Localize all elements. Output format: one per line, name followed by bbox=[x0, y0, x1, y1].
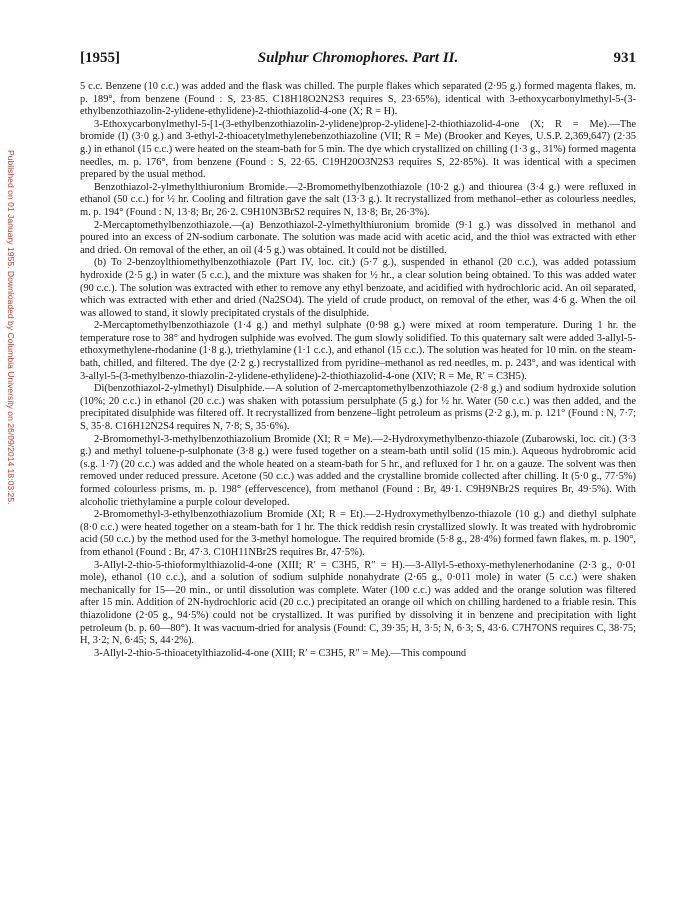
paragraph: 2-Mercaptomethylbenzothiazole.—(a) Benzothiazol-2-ylmethylthiuronium bromide (9·1 g.) was dissolved in methanol and poured into an excess of 2N-sodium carbonate. The solution was made acid with acetic acid, and the thiol was extracted with ether and dried. On removal of the ether, an oil (4·5 g.) was obtained. It could not be distilled. bbox=[80, 219, 636, 256]
paragraph: 2-Bromomethyl-3-methylbenzothiazolium Bromide (XI; R = Me).—2-Hydroxymethylbenzo-thiazole (Zubarowski, loc. cit.) (3·3 g.) and methyl toluene-p-sulphonate (3·8 g.) were fused together on a steam-bath until solid (15 min.). Aqueous hydrobromic acid (s.g. 1·7) (20 c.c.) was added and the whole heated on a steam-bath for 5 hr., and refluxed for 1 hr. on a gauze. The solvent was then removed under reduced pressure. Acetone (50 c.c.) was added and the crystalline bromide collected after chilling. It (5·0 g., 77·5%) formed colourless prisms, m. p. 198° (effervescence), from methanol (Found : Br, 49·1. C9H9NBr2S requires Br, 49·5%). With alcoholic triethylamine a purple colour developed. bbox=[80, 433, 636, 508]
margin-note-text: Published on 01 January 1955. Downloaded by Columbia University on 26/09/2014 18:03:25. bbox=[6, 150, 16, 505]
page-number: 931 bbox=[613, 50, 636, 66]
header-year: [1955] bbox=[80, 50, 120, 66]
page-header bbox=[80, 50, 636, 74]
margin-note bbox=[2, 150, 16, 650]
paragraph: Di(benzothiazol-2-ylmethyl) Disulphide.—A solution of 2-mercaptomethylbenzothiazole (2·8 g.) and sodium hydroxide solution (10%; 20 c.c.) in ethanol (20 c.c.) was shaken with potassium persulphate (5 g.) for ½ hr. Water (50 c.c.) was then added, and the precipitated disulphide was filtered off. It recrystallized from benzene–light petroleum as prisms (2·2 g.), m. p. 121° (Found : N, 7·7; S, 35·8. C16H12N2S4 requires N, 7·8; S, 35·6%). bbox=[80, 383, 636, 433]
running-title: Sulphur Chromophores. Part II. bbox=[257, 50, 459, 66]
paragraph: 3-Allyl-2-thio-5-thioacetylthiazolid-4-one (XIII; R′ = C3H5, R″ = Me).—This compound bbox=[94, 647, 467, 659]
paragraph: (b) To 2-benzoylthiomethylbenzothiazole (Part IV, loc. cit.) (5·7 g.), suspended in ethanol (20 c.c.), was added potassium hydroxide (2·5 g.) in water (5 c.c.), and the mixture was shaken for ½ hr., a clear solution being obtained. To this was added water (90 c.c.). The solution was extracted with ether to remove any ethyl benzoate, and acidified with hydrochloric acid. An oil separated, which was extracted with ether and dried (Na2SO4). The yield of crude product, on removal of the ether, was 4·6 g. When the oil was allowed to stand, it slowly precipitated crystals of the disulphide. bbox=[80, 257, 636, 319]
paragraph: 3-Allyl-2-thio-5-thioformylthiazolid-4-one (XIII; R′ = C3H5, R″ = H).—3-Allyl-5-ethoxy-methylenerhodanine (2·3 g., 0·01 mole), ethanol (10 c.c.), and a solution of sodium sulphide nonahydrate (2·65 g., 0·011 mole) in water (5 c.c.) were shaken mechanically for 15—20 min., or until dissolution was complete. Water (100 c.c.) was added and the orange solution was filtered after 15 min. Addition of 2N-hydrochloric acid (20 c.c.) precipitated an orange oil which on chilling hardened to a friable resin. This thiazolidone (2·05 g., 94·5%) could not be crystallized. It was purified by dissolving it in benzene and precipitation with light petroleum (b. p. 60—80°). It was vacuum-dried for analysis (Found: C, 39·35; H, 3·5; N, 6·3; S, 43·6. C7H7ONS requires C, 38·75; H, 3·2; N, 6·45; S, 44·2%). bbox=[80, 559, 636, 647]
paragraph: 5 c.c. Benzene (10 c.c.) was added and the flask was chilled. The purple flakes which separated (2·95 g.) formed magenta flakes, m. p. 189°, from benzene (Found : S, 23·85. C18H18O2N2S3 requires S, 23·65%), identical with 3-ethoxycarbonylmethyl-5-(3-ethylbenzothiazolin-2-ylidene-ethylidene)-2-thiothiazolid-4-one (X; R = H). bbox=[80, 81, 636, 118]
body-text bbox=[80, 81, 636, 660]
paragraph: Benzothiazol-2-ylmethylthiuronium Bromide.—2-Bromomethylbenzothiazole (10·2 g.) and thiourea (3·4 g.) were refluxed in ethanol (50 c.c.) for ½ hr. Cooling and filtration gave the salt (13·3 g.). It recrystallized from methanol–ether as colourless needles, m. p. 194° (Found : N, 13·8; Br, 26·2. C9H10N3BrS2 requires N, 13·8; Br, 26·3%). bbox=[80, 181, 636, 218]
paragraph: 2-Mercaptomethylbenzothiazole (1·4 g.) and methyl sulphate (0·98 g.) were mixed at room temperature. During 1 hr. the temperature rose to 38° and hydrogen sulphide was evolved. The gum slowly solidified. To this quaternary salt were added 3-allyl-5-ethoxymethylene-rhodanine (1·8 g.), triethylamine (1·1 c.c.), and ethanol (15 c.c.). The solution was heated for 10 min. on the steam-bath, chilled, and filtered. The dye (2·2 g.) recrystallized from pyridine–methanol as red needles, m. p. 243°, and was identical with 3-allyl-5-(3-methylbenzo-thiazolin-2-ylidene-ethylidene)-2-thiothiazolid-4-one (XIV; R = Me, R′ = C3H5). bbox=[80, 320, 636, 382]
paragraph: 3-Ethoxycarbonylmethyl-5-[1-(3-ethylbenzothiazolin-2-ylidene)prop-2-ylidene]-2-thiothiazolid-4-one (X; R = Me).—The bromide (I) (3·0 g.) and 3-ethyl-2-thioacetylmethylenebenzothiazoline (VII; R = Me) (Brooker and Keyes, U.S.P. 2,369,647) (2·35 g.) in ethanol (15 c.c.) were heated on the steam-bath for 5 min. The dye which crystallized on chilling (1·3 g., 31%) formed magenta needles, m. p. 176°, from benzene (Found : S, 22·65. C19H20O3N2S3 requires S, 22·85%). It was identical with a specimen prepared by the usual method. bbox=[80, 118, 636, 181]
paragraph: 2-Bromomethyl-3-ethylbenzothiazolium Bromide (XI; R = Et).—2-Hydroxymethylbenzo-thiazole (10 g.) and diethyl sulphate (8·0 c.c.) were heated together on a steam-bath for 1 hr. The thick reddish resin crystallized slowly. It was treated with hydrobromic acid (50 c.c.) by the method used for the 3-methyl homologue. The required bromide (5·8 g., 28·4%) formed fawn flakes, m. p. 190°, from ethanol (Found : Br, 47·3. C10H11NBr2S requires Br, 47·5%). bbox=[80, 509, 636, 558]
